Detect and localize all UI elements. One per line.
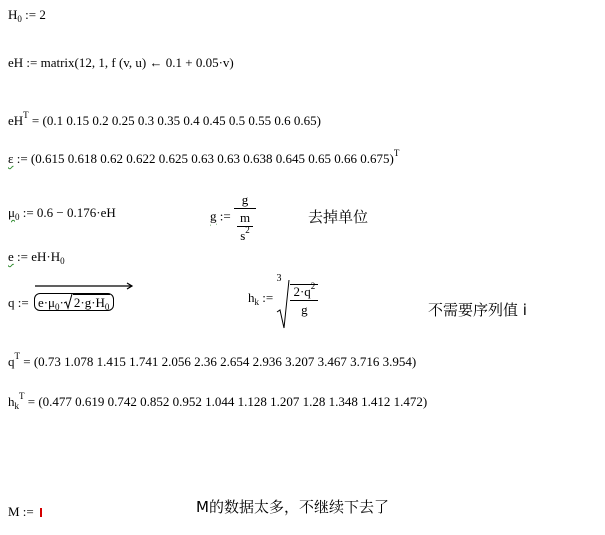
- m-definition[interactable]: [8, 505, 42, 518]
- m-per-s2-fraction: [237, 211, 253, 242]
- hk-radicand: [290, 281, 318, 317]
- eh-definition-text: eH := matrix(12, 1, f (v, u) ← 0.1 + 0.05·v): [8, 55, 234, 70]
- root-index: 3: [276, 273, 282, 284]
- cube-root-sign-icon: [276, 278, 290, 330]
- epsilon-values: := (0.615 0.618 0.62 0.622 0.625 0.63 0.63 0.638 0.645 0.65 0.66 0.675): [16, 151, 394, 166]
- q-radicand: [73, 294, 111, 310]
- g-definition[interactable]: [210, 193, 256, 242]
- q-e-mu: e·μ: [37, 295, 56, 310]
- q-transpose-sup: T: [14, 351, 20, 361]
- g-assign-op: :=: [219, 208, 231, 224]
- hk-transpose-result[interactable]: [8, 391, 428, 411]
- eh-transpose-lhs: eH: [8, 113, 24, 128]
- m-numerator: m: [239, 210, 251, 225]
- eh-transpose-sup: T: [23, 110, 29, 120]
- m-lhs: M :=: [8, 504, 34, 519]
- mu0-lhs: μ: [8, 205, 15, 220]
- q-transpose-lhs: q: [8, 354, 15, 369]
- vectorize-operator: [34, 293, 114, 311]
- s-symbol: s: [240, 228, 246, 243]
- hk-definition[interactable]: [248, 273, 318, 317]
- hk-transpose-lhs: h: [8, 394, 15, 409]
- h0-lhs: H: [8, 7, 18, 22]
- mu0-definition[interactable]: [8, 205, 116, 222]
- g-fraction-numerator: g: [241, 192, 249, 207]
- e-lhs: e: [8, 249, 14, 264]
- hk-transpose-subscript: k: [14, 401, 19, 411]
- q-radicand-text: 2·g·H: [73, 295, 105, 310]
- s2-denominator: [237, 226, 253, 242]
- epsilon-lhs: ε: [8, 151, 14, 166]
- hk-denominator: g: [290, 300, 318, 316]
- vectorize-arrow-icon: [35, 282, 135, 290]
- hk-cube-root: [276, 273, 318, 317]
- epsilon-transpose-sup: T: [393, 148, 400, 158]
- hk-transpose-sup: T: [19, 391, 25, 401]
- hk-fraction: [290, 281, 318, 317]
- hk-assign-op: :=: [262, 289, 274, 305]
- mu0-expression: := 0.6 − 0.176·eH: [22, 205, 116, 220]
- q-dot: ·: [59, 295, 64, 310]
- hk-numerator-sup: 2: [310, 281, 316, 291]
- q-radicand-subscript: 0: [104, 302, 110, 312]
- eh-transpose-result[interactable]: [8, 110, 321, 128]
- h0-subscript: 0: [17, 14, 22, 24]
- g-fraction-denominator: [234, 208, 256, 242]
- q-transpose-result[interactable]: [8, 351, 417, 369]
- edit-cursor[interactable]: [40, 508, 42, 517]
- h0-assign-op: :=: [25, 7, 37, 22]
- sqrt-sign-icon: [64, 294, 73, 310]
- hk-numerator-text: 2·q: [293, 284, 311, 299]
- s-squared-sup: 2: [245, 225, 250, 235]
- e-definition[interactable]: [8, 249, 65, 266]
- eh-transpose-values: = (0.1 0.15 0.2 0.25 0.3 0.35 0.4 0.45 0.5 0.55 0.6 0.65): [31, 113, 321, 128]
- g-lhs: g: [210, 208, 217, 224]
- q-definition[interactable]: [8, 293, 114, 311]
- eh-definition[interactable]: [8, 56, 234, 69]
- mu0-subscript: 0: [14, 212, 20, 222]
- hk-transpose-values: = (0.477 0.619 0.742 0.852 0.952 1.044 1.128 1.207 1.28 1.348 1.412 1.472): [27, 394, 428, 409]
- note-no-sequence: 不需要序列值 i: [428, 301, 527, 319]
- hk-lhs-group: [248, 289, 274, 307]
- note-m-too-much-data: M的数据太多，不继续下去了: [196, 498, 389, 516]
- h0-definition[interactable]: [8, 7, 46, 24]
- q-transpose-values: = (0.73 1.078 1.415 1.741 2.056 2.36 2.654 2.936 3.207 3.467 3.716 3.954): [23, 354, 417, 369]
- e-expression: := eH·H: [17, 249, 61, 264]
- q-mu-subscript: 0: [55, 302, 60, 312]
- hk-subscript: k: [254, 296, 259, 307]
- q-sqrt: [64, 294, 111, 310]
- epsilon-definition[interactable]: [8, 148, 400, 166]
- hk-lhs: h: [248, 289, 255, 305]
- g-unit-fraction: [234, 193, 256, 242]
- hk-numerator: [290, 281, 318, 300]
- h0-value: 2: [39, 7, 46, 22]
- note-remove-units: 去掉单位: [308, 208, 369, 226]
- e-h-subscript: 0: [60, 256, 65, 266]
- q-lhs: q :=: [8, 295, 29, 310]
